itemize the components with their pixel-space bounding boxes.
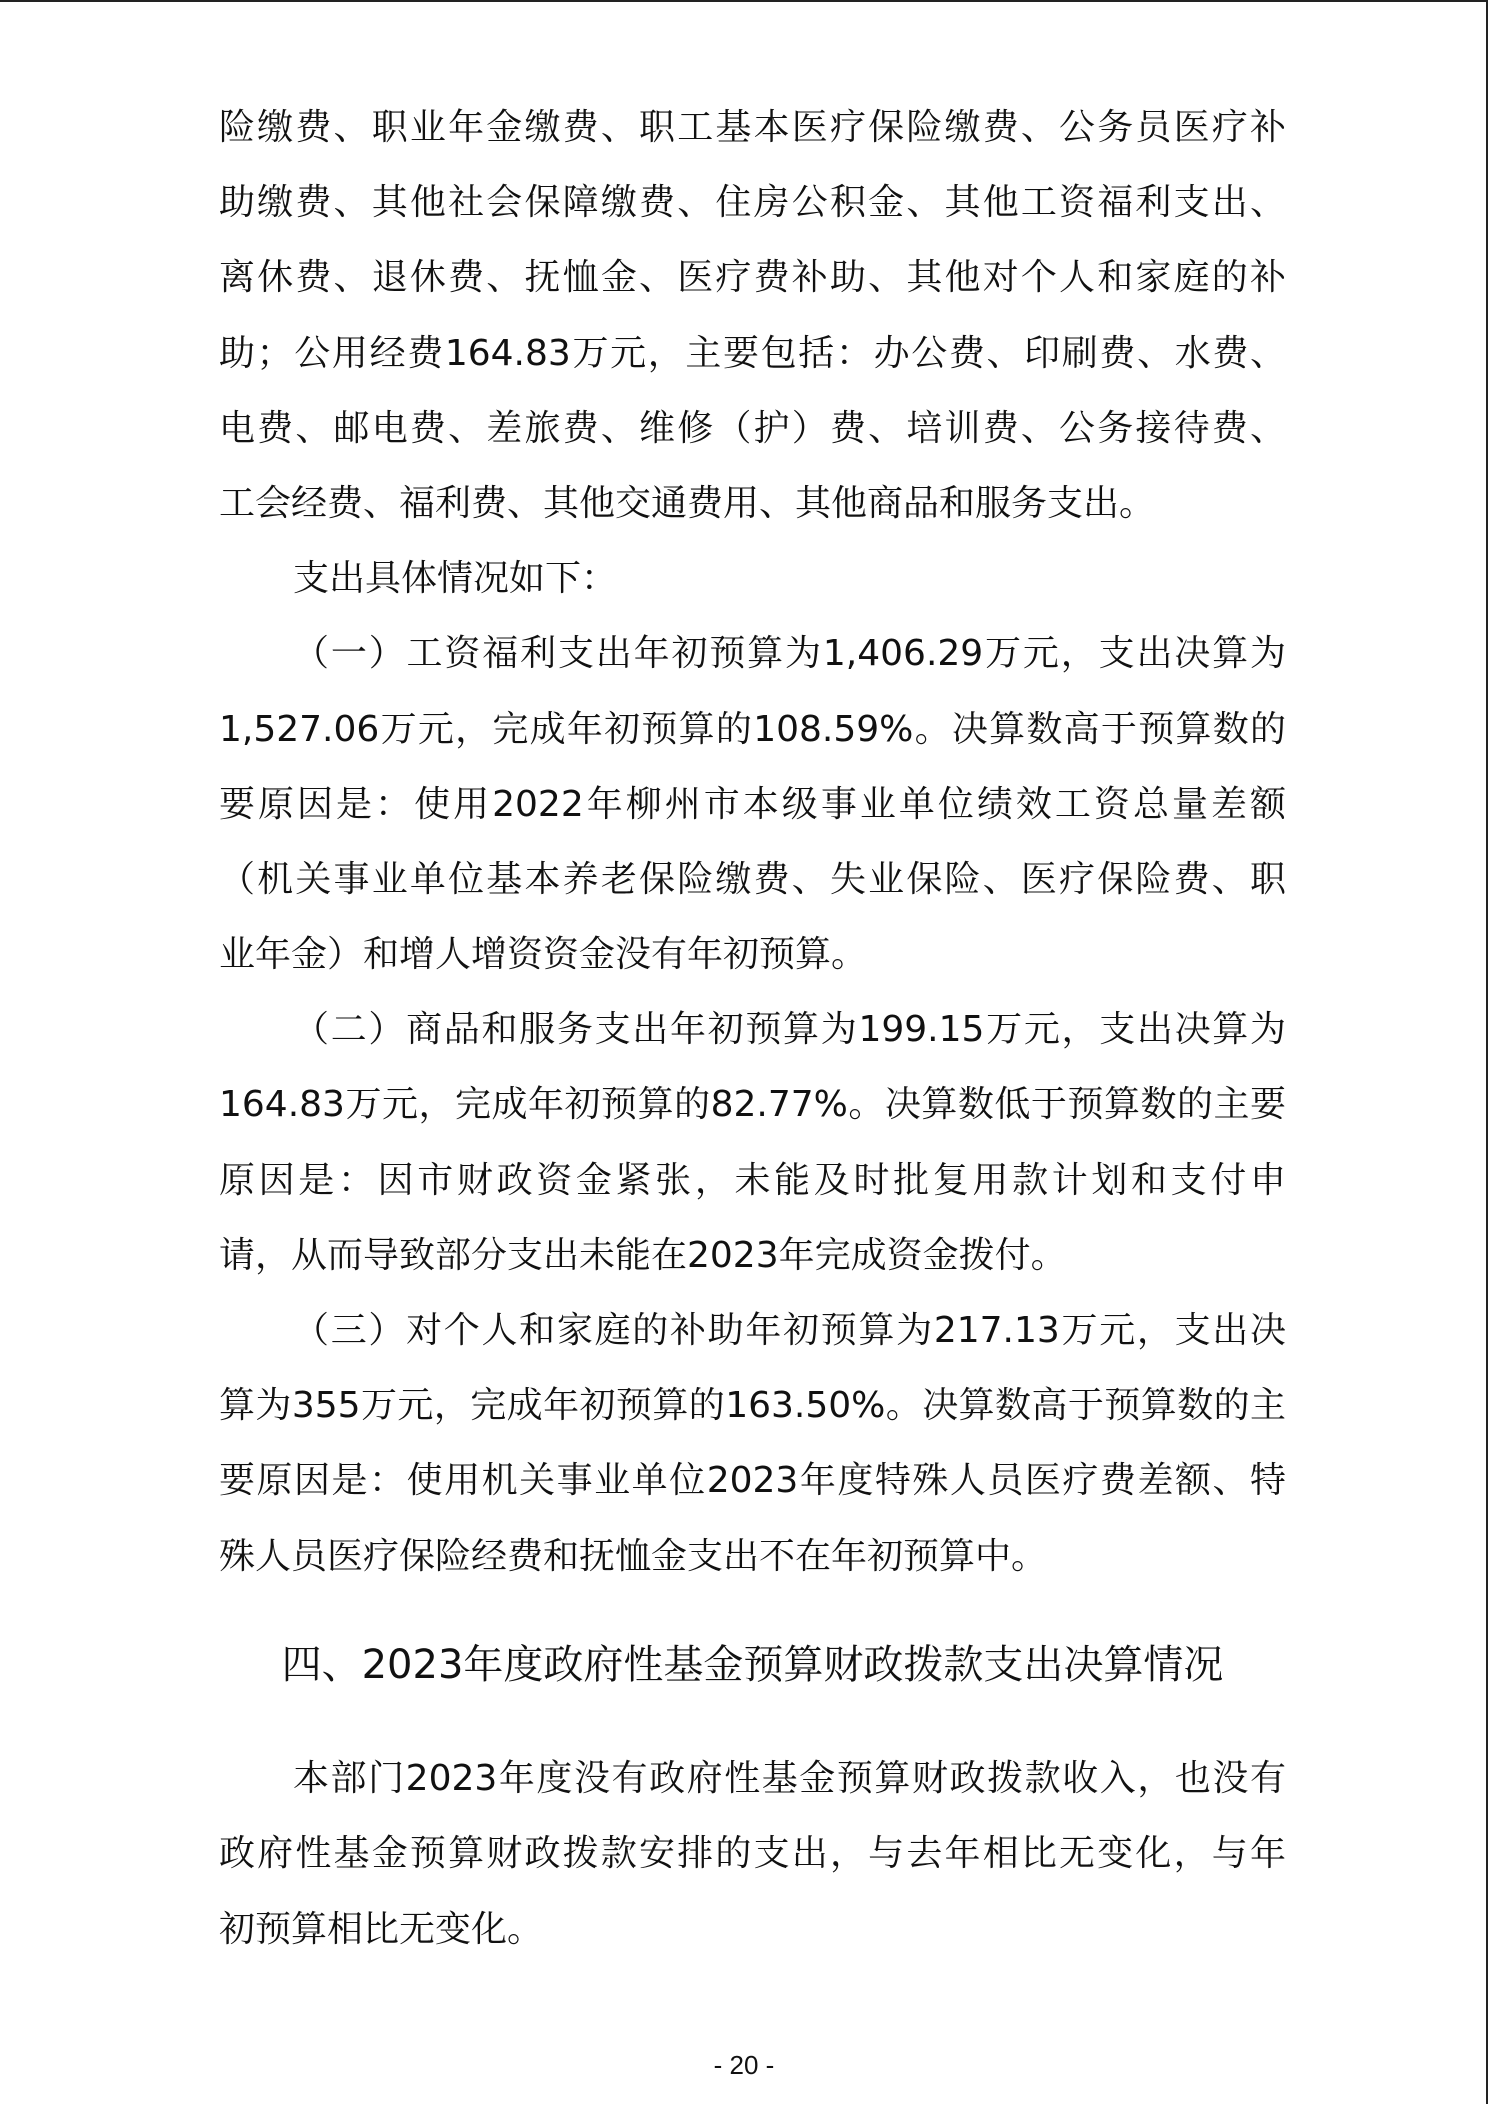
text-line: 助缴费、其他社会保障缴费、住房公积金、其他工资福利支出、 xyxy=(219,182,1286,224)
text-line: 要原因是：使用2022年柳州市本级事业单位绩效工资总量差额 xyxy=(219,783,1286,825)
text-line: （三）对个人和家庭的补助年初预算为217.13万元，支出决 xyxy=(293,1310,1286,1351)
paragraph-intro xyxy=(219,541,1286,616)
document-body xyxy=(219,90,1286,1967)
paragraph-item-1 xyxy=(219,616,1286,992)
scan-border-top xyxy=(0,0,1488,2)
text-line: 政府性基金预算财政拨款安排的支出，与去年相比无变化，与年 xyxy=(219,1833,1286,1875)
section-paragraph xyxy=(219,1741,1286,1967)
text-line: 殊人员医疗保险经费和抚恤金支出不在年初预算中。 xyxy=(219,1535,1048,1577)
section-heading: 四、2023年度政府性基金预算财政拨款支出决算情况 xyxy=(281,1642,1224,1689)
paragraph-item-3 xyxy=(219,1293,1286,1594)
text-line: 电费、邮电费、差旅费、维修（护）费、培训费、公务接待费、 xyxy=(219,407,1286,449)
text-line: （一）工资福利支出年初预算为1,406.29万元，支出决算为 xyxy=(293,633,1286,675)
text-line: 算为355万元，完成年初预算的163.50%。决算数高于预算数的主 xyxy=(219,1385,1286,1427)
text-line: 164.83万元，完成年初预算的82.77%。决算数低于预算数的主要 xyxy=(219,1084,1286,1126)
text-line: 工会经费、福利费、其他交通费用、其他商品和服务支出。 xyxy=(219,482,1156,524)
text-line: 助；公用经费164.83万元，主要包括：办公费、印刷费、水费、 xyxy=(219,332,1286,374)
text-line: 离休费、退休费、抚恤金、医疗费补助、其他对个人和家庭的补 xyxy=(219,257,1286,299)
paragraph-item-2 xyxy=(219,992,1286,1293)
text-line: 要原因是：使用机关事业单位2023年度特殊人员医疗费差额、特 xyxy=(219,1460,1286,1502)
text-line: 业年金）和增人增资资金没有年初预算。 xyxy=(219,934,868,976)
text-line: 险缴费、职业年金缴费、职工基本医疗保险缴费、公务员医疗补 xyxy=(219,107,1286,148)
text-line: 初预算相比无变化。 xyxy=(219,1908,544,1950)
text-line: 请，从而导致部分支出未能在2023年完成资金拨付。 xyxy=(219,1234,1067,1276)
text-line: 本部门2023年度没有政府性基金预算财政拨款收入，也没有 xyxy=(293,1758,1286,1800)
text-line: （机关事业单位基本养老保险缴费、失业保险、医疗保险费、职 xyxy=(219,858,1286,900)
text-line: （二）商品和服务支出年初预算为199.15万元，支出决算为 xyxy=(293,1009,1286,1051)
paragraph-continued xyxy=(219,90,1286,541)
text-line: 支出具体情况如下： xyxy=(293,558,618,600)
text-line: 1,527.06万元，完成年初预算的108.59%。决算数高于预算数的 xyxy=(219,708,1286,750)
text-line: 原因是：因市财政资金紧张，未能及时批复用款计划和支付申 xyxy=(219,1159,1286,1201)
page-number: - 20 - xyxy=(713,2050,775,2080)
